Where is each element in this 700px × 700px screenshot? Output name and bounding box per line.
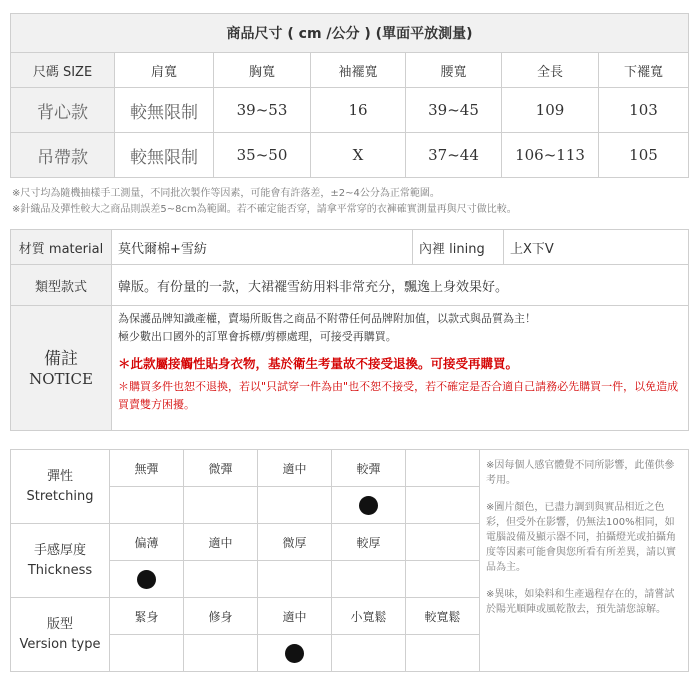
dot-cell — [184, 487, 258, 524]
stretch-option: 適中 — [258, 450, 332, 487]
thickness-option: 偏薄 — [110, 524, 184, 561]
stretch-option: 微彈 — [184, 450, 258, 487]
thickness-option: 微厚 — [258, 524, 332, 561]
dot-cell — [332, 561, 406, 598]
header-sleeve: 袖襬寬 — [311, 53, 406, 88]
side-notes — [480, 450, 689, 672]
version-label-cell — [11, 598, 110, 672]
header-length: 全長 — [502, 53, 599, 88]
info-table — [10, 229, 689, 431]
thickness-label-cell — [11, 524, 110, 598]
stretch-option: 較彈 — [332, 450, 406, 487]
dot-cell — [184, 635, 258, 672]
cell-shoulder: 較無限制 — [115, 88, 214, 133]
notice-line: 極少數出口國外的訂單會拆標/剪標處理，可接受再購買。 — [118, 330, 397, 343]
cell-hem: 105 — [599, 133, 689, 178]
style-value: 韓版。有份量的一款，大裙襬雪紡用料非常充分，飄逸上身效果好。 — [112, 265, 689, 306]
side-note: ※異味，如染料和生產過程存在的，請嘗試於陽光順陣或風乾散去，預先請您諒解。 — [486, 589, 675, 615]
row-label: 吊帶款 — [11, 133, 115, 178]
cell-chest: 39~53 — [214, 88, 311, 133]
cell-chest: 35~50 — [214, 133, 311, 178]
cell-waist: 37~44 — [406, 133, 502, 178]
dot-cell — [406, 635, 480, 672]
dot-cell — [110, 635, 184, 672]
size-table-title: 商品尺寸 ( cm /公分 ) (單面平放測量) — [11, 14, 689, 53]
size-note: ※尺寸均為隨機抽樣手工測量，不同批次製作等因素，可能會有許落差，±2~4公分為正常範圍。 — [12, 188, 440, 199]
notice-content — [112, 306, 689, 431]
stretch-label-cell — [11, 450, 110, 524]
size-notes — [12, 186, 517, 218]
feature-table — [10, 449, 689, 672]
cell-sleeve: 16 — [311, 88, 406, 133]
material-label: 材質 material — [11, 230, 112, 265]
size-header-row — [11, 53, 689, 88]
cell-length: 106~113 — [502, 133, 599, 178]
material-value: 莫代爾棉+雪紡 — [112, 230, 413, 265]
side-note: ※圖片顏色，已盡力調到與實品相近之色彩，但受外在影響，仍無法100%相同，如電腦設備及顯示器不同，拍攝燈光或拍攝角度等因素可能會與您所看有所差異，請以實品為主。 — [486, 502, 676, 573]
dot-cell — [332, 635, 406, 672]
thickness-label: 手感厚度 — [33, 542, 86, 558]
selected-dot — [359, 496, 378, 515]
version-option: 較寬鬆 — [406, 598, 480, 635]
notice-label-en: NOTICE — [29, 370, 93, 388]
thickness-option: 較厚 — [332, 524, 406, 561]
cell-waist: 39~45 — [406, 88, 502, 133]
notice-line: 為保護品牌知識產權，賣場所販售之商品不附帶任何品牌附加值，以款式與品質為主！ — [118, 312, 536, 325]
style-label: 類型款式 — [11, 265, 112, 306]
version-option: 緊身 — [110, 598, 184, 635]
stretch-label-en: Stretching — [26, 488, 94, 504]
dot-cell — [184, 561, 258, 598]
cell-shoulder: 較無限制 — [115, 133, 214, 178]
lining-label: 內裡 lining — [413, 230, 504, 265]
dot-cell — [406, 487, 480, 524]
notice-label-cell — [11, 306, 112, 431]
empty-cell — [406, 524, 480, 561]
selected-dot — [285, 644, 304, 663]
dot-cell — [110, 487, 184, 524]
version-label-en: Version type — [19, 636, 101, 652]
header-size: 尺碼 SIZE — [11, 53, 115, 88]
size-table — [10, 13, 689, 178]
dot-cell — [258, 487, 332, 524]
size-note: ※針織品及彈性較大之商品則誤差5~8cm為範圍。若不確定能否穿，請拿平常穿的衣褲確實測量再與尺寸做比較。 — [12, 204, 517, 215]
thickness-option: 適中 — [184, 524, 258, 561]
version-label: 版型 — [46, 616, 73, 632]
cell-length: 109 — [502, 88, 599, 133]
size-row — [11, 88, 689, 133]
dot-cell — [332, 487, 406, 524]
cell-sleeve: X — [311, 133, 406, 178]
header-hem: 下襬寬 — [599, 53, 689, 88]
header-chest: 胸寬 — [214, 53, 311, 88]
dot-cell — [110, 561, 184, 598]
thickness-label-en: Thickness — [27, 562, 93, 578]
row-label: 背心款 — [11, 88, 115, 133]
size-row — [11, 133, 689, 178]
header-waist: 腰寬 — [406, 53, 502, 88]
header-shoulder: 肩寬 — [115, 53, 214, 88]
stretch-option: 無彈 — [110, 450, 184, 487]
stretch-label: 彈性 — [46, 468, 73, 484]
version-option: 適中 — [258, 598, 332, 635]
cell-hem: 103 — [599, 88, 689, 133]
lining-value: 上X下V — [504, 230, 689, 265]
empty-cell — [406, 450, 480, 487]
notice-label: 備註 — [44, 349, 78, 369]
dot-cell — [258, 635, 332, 672]
version-option: 小寬鬆 — [332, 598, 406, 635]
dot-cell — [258, 561, 332, 598]
notice-warning: ＊此款屬接觸性貼身衣物，基於衛生考量故不接受退換。可接受再購買。 — [118, 356, 519, 371]
selected-dot — [137, 570, 156, 589]
side-note: ※因每個人感官體覺不同所影響，此僅供參考用。 — [486, 460, 675, 486]
version-option: 修身 — [184, 598, 258, 635]
dot-cell — [406, 561, 480, 598]
notice-warning-detail: ＊購買多件也恕不退換，若以"只試穿一件為由"也不恕不接受，若不確定是否合適自己請務必先購買一件，以免造成買賣雙方困擾。 — [118, 380, 679, 411]
